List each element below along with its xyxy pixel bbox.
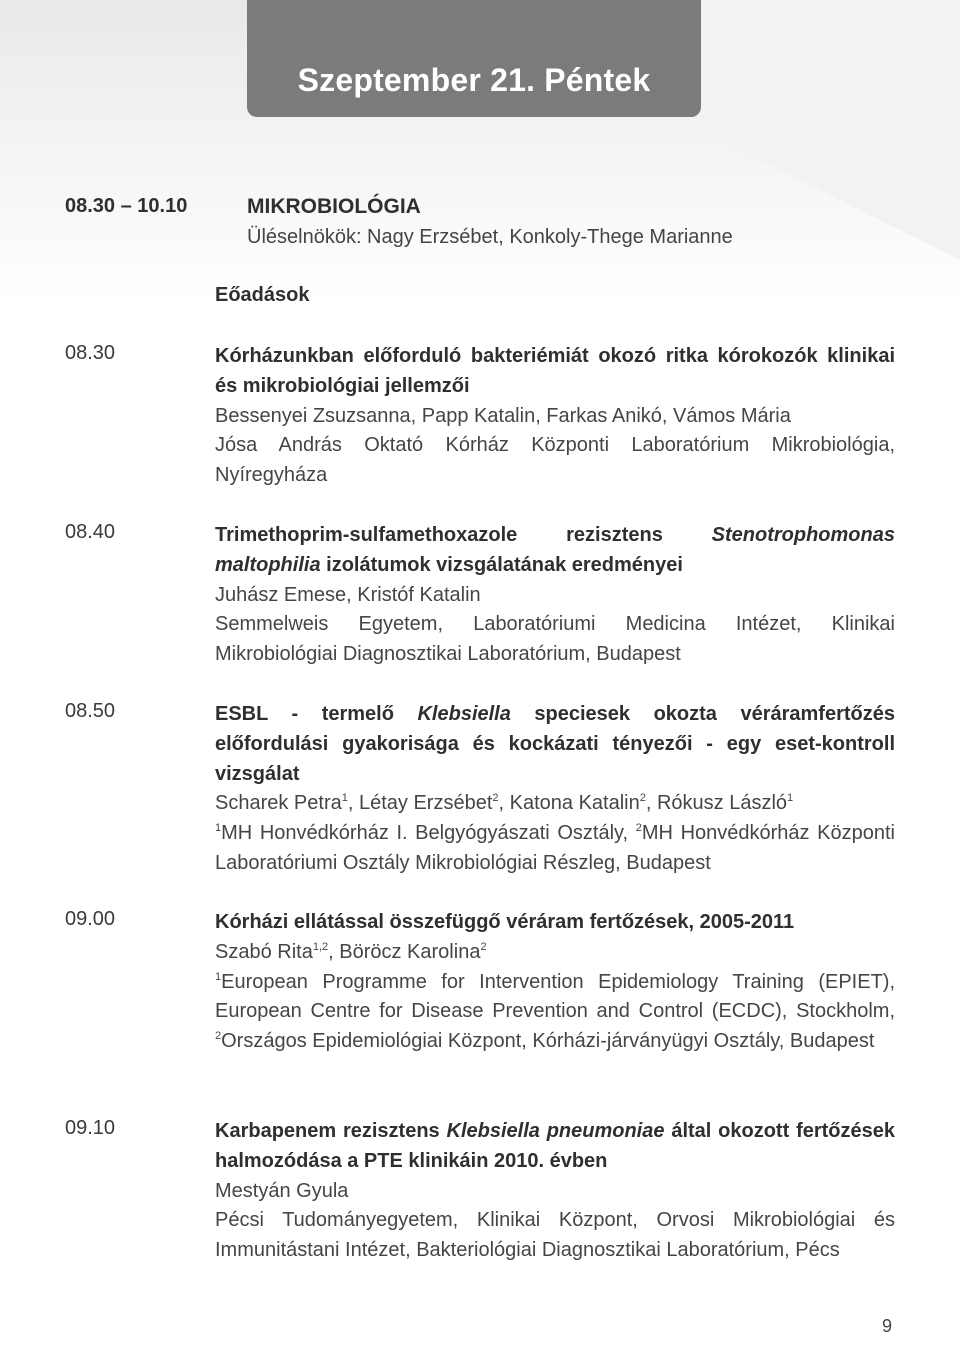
author-name: Szabó Rita xyxy=(215,940,313,963)
talk-body xyxy=(215,908,895,1057)
talk-time: 08.40 xyxy=(65,521,116,543)
talk-time: 08.30 xyxy=(65,342,116,364)
talk-authors xyxy=(215,938,895,968)
talk-title xyxy=(215,1117,895,1177)
author-affiliation-mark: 2 xyxy=(639,792,646,805)
page-title: Szeptember 21. Péntek xyxy=(297,62,651,98)
talk-affiliation: Pécsi Tudományegyetem, Klinikai Központ, Orvosi Mikrobiológiai és Immunitástani Intézet, Bakteriológiai Diagnosztikai Laboratórium, Pécs xyxy=(215,1209,895,1262)
talk-authors xyxy=(215,789,895,819)
talk-authors: Mestyán Gyula xyxy=(215,1179,349,1202)
author-affiliation-mark: 1 xyxy=(341,792,348,805)
author-name: , Létay Erzsébet xyxy=(347,792,493,815)
author-name: , Katona Katalin xyxy=(498,792,640,815)
session-title: MIKROBIOLÓGIA xyxy=(247,195,421,218)
author-affiliation-mark: 2 xyxy=(480,940,487,953)
author-affiliation-mark: 1 xyxy=(787,792,794,805)
talk-title-text: Trimethoprim-sulfamethoxazole rezisztens xyxy=(215,524,712,546)
talk-title-text: speciesek okozta véráramfertőzés előfordulási gyakorisága és kockázati tényezői - egy eset-kontroll vizsgálat xyxy=(215,703,895,785)
talk-title-text: izolátumok vizsgálatának eredményei xyxy=(320,553,683,576)
talk-body xyxy=(215,700,895,879)
talk-title-text: Kórházi ellátással összefüggő véráram fertőzések, 2005-2011 xyxy=(215,911,795,933)
affiliation-text: Országos Epidemiológiai Központ, Kórházi-járványügyi Osztály, Budapest xyxy=(221,1030,875,1053)
author-name: Scharek Petra xyxy=(215,792,342,815)
talk-title xyxy=(215,342,895,402)
affiliation-text: MH Honvédkórház Központi Laboratóriumi Osztály Mikrobiológiai Részleg, Budapest xyxy=(215,822,895,874)
talk-title-organism: Stenotrophomonas maltophilia xyxy=(215,524,895,576)
page-number: 9 xyxy=(882,1316,893,1336)
talk-body xyxy=(215,521,895,670)
affiliation-mark: 1 xyxy=(215,822,222,835)
affiliation-mark: 2 xyxy=(215,1030,222,1043)
talk-title-text: Karbapenem rezisztens xyxy=(215,1120,447,1142)
author-name: , Böröcz Karolina xyxy=(328,940,481,963)
talk-title-organism: Klebsiella xyxy=(417,703,511,725)
author-name: , Rókusz László xyxy=(645,792,788,815)
talk-time: 09.00 xyxy=(65,908,116,930)
author-affiliation-mark: 1,2 xyxy=(312,940,329,953)
talk-time: 08.50 xyxy=(65,700,116,722)
talk-affiliation: Semmelweis Egyetem, Laboratóriumi Medicina Intézet, Klinikai Mikrobiológiai Diagnosztikai Laboratórium, Budapest xyxy=(215,613,895,666)
talk-title-text: által okozott fertőzések halmozódása a PTE klinikáin 2010. évben xyxy=(215,1120,896,1172)
header-band xyxy=(247,0,701,117)
affiliation-text: European Programme for Intervention Epidemiology Training (EPIET), European Centre for Disease Prevention and Control (ECDC), Stockholm, xyxy=(215,970,895,1023)
talk-title xyxy=(215,521,895,581)
talk-affiliation xyxy=(215,819,895,879)
talk-body xyxy=(215,1117,895,1266)
affiliation-mark: 2 xyxy=(635,822,642,835)
affiliation-text: MH Honvédkórház I. Belgyógyászati Osztály, xyxy=(221,822,636,845)
talk-title-organism: Klebsiella pneumoniae xyxy=(446,1120,665,1142)
talk-time: 09.10 xyxy=(65,1117,116,1139)
session-chairs: Üléselnökök: Nagy Erzsébet, Konkoly-Thege Marianne xyxy=(247,226,733,248)
affiliation-mark: 1 xyxy=(215,970,222,983)
talk-title xyxy=(215,700,895,789)
talk-title-text: Kórházunkban előforduló bakteriémiát okozó ritka kórokozók klinikai és mikrobiológiai jellemzői xyxy=(215,345,895,397)
talk-title xyxy=(215,908,895,938)
lectures-label: Eőadások xyxy=(215,284,310,306)
session-time: 08.30 – 10.10 xyxy=(65,195,188,217)
author-affiliation-mark: 2 xyxy=(492,792,499,805)
talk-title-text: ESBL - termelő xyxy=(215,703,418,725)
talk-authors: Bessenyei Zsuzsanna, Papp Katalin, Farkas Anikó, Vámos Mária xyxy=(215,404,791,427)
talk-body xyxy=(215,342,895,491)
talk-affiliation xyxy=(215,968,895,1057)
talk-affiliation: Jósa András Oktató Kórház Központi Laboratórium Mikrobiológia, Nyíregyháza xyxy=(215,434,895,487)
talk-authors: Juhász Emese, Kristóf Katalin xyxy=(215,583,481,606)
